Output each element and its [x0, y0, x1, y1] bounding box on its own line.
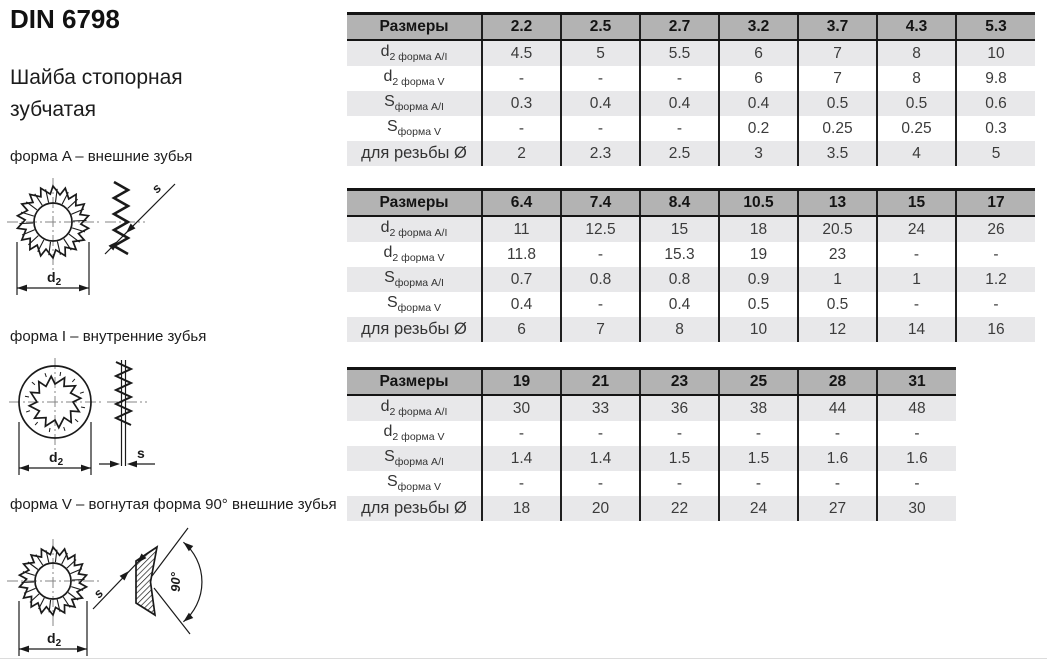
value-cell: 0.7 — [482, 267, 561, 292]
value-cell: - — [561, 66, 640, 91]
value-cell: - — [561, 471, 640, 496]
value-cell: 7 — [561, 317, 640, 342]
size-column-header: 6.4 — [482, 190, 561, 217]
d2-dimension-label: $d_2$ — [47, 269, 62, 288]
size-column-header: 19 — [482, 369, 561, 396]
sizes-header-label: Размеры — [347, 190, 482, 217]
value-cell: - — [798, 421, 877, 446]
row-label: $d_{2 форма A/I}$ — [347, 216, 482, 242]
value-cell: - — [640, 471, 719, 496]
value-cell: 33 — [561, 395, 640, 421]
value-cell: 8 — [877, 66, 956, 91]
size-column-header: 31 — [877, 369, 956, 396]
row-label: для резьбы Ø — [347, 317, 482, 342]
page-title: DIN 6798 — [10, 4, 120, 34]
value-cell: 30 — [482, 395, 561, 421]
s-thickness-label: s — [137, 445, 145, 461]
table-row — [347, 317, 1035, 342]
value-cell: 14 — [877, 317, 956, 342]
value-cell: - — [877, 242, 956, 267]
value-cell: 8 — [877, 40, 956, 66]
value-cell: 11.8 — [482, 242, 561, 267]
value-cell: 0.25 — [798, 116, 877, 141]
row-label: $d_{2 форма A/I}$ — [347, 40, 482, 66]
value-cell: 9.8 — [956, 66, 1035, 91]
value-cell: 15 — [640, 216, 719, 242]
figure-v-drawing-countersunk-teeth-washer — [5, 515, 235, 661]
table-row — [347, 395, 956, 421]
table-row — [347, 267, 1035, 292]
size-column-header: 3.7 — [798, 14, 877, 41]
value-cell: 48 — [877, 395, 956, 421]
row-label: $d_{2 форма V}$ — [347, 421, 482, 446]
row-label: $d_{2 форма V}$ — [347, 242, 482, 267]
size-column-header: 10.5 — [719, 190, 798, 217]
value-cell: 23 — [798, 242, 877, 267]
value-cell: - — [956, 292, 1035, 317]
value-cell: 0.4 — [482, 292, 561, 317]
table-row — [347, 496, 956, 521]
value-cell: 15.3 — [640, 242, 719, 267]
value-cell: 18 — [719, 216, 798, 242]
value-cell: 1.5 — [640, 446, 719, 471]
value-cell: - — [561, 292, 640, 317]
d2-dimension-label: $d_2$ — [49, 449, 64, 468]
value-cell: 0.4 — [640, 292, 719, 317]
value-cell: 19 — [719, 242, 798, 267]
value-cell: 36 — [640, 395, 719, 421]
size-column-header: 15 — [877, 190, 956, 217]
value-cell: 7 — [798, 40, 877, 66]
row-label: для резьбы Ø — [347, 141, 482, 166]
table-row — [347, 40, 1035, 66]
value-cell: - — [640, 116, 719, 141]
value-cell: 44 — [798, 395, 877, 421]
value-cell: 4 — [877, 141, 956, 166]
value-cell: 6 — [719, 40, 798, 66]
size-column-header: 5.3 — [956, 14, 1035, 41]
table-row — [347, 91, 1035, 116]
value-cell: - — [956, 242, 1035, 267]
value-cell: 0.3 — [956, 116, 1035, 141]
page-subtitle: Шайба стопорная зубчатая — [10, 66, 183, 121]
value-cell: 2.5 — [640, 141, 719, 166]
value-cell: 0.8 — [640, 267, 719, 292]
value-cell: 1.4 — [561, 446, 640, 471]
table-header-row — [347, 369, 956, 396]
size-column-header: 2.5 — [561, 14, 640, 41]
table-row — [347, 66, 1035, 91]
value-cell: 11 — [482, 216, 561, 242]
value-cell: 18 — [482, 496, 561, 521]
s-thickness-label: s — [90, 585, 107, 602]
row-label: $S_{форма A/I}$ — [347, 446, 482, 471]
size-column-header: 23 — [640, 369, 719, 396]
table-row — [347, 116, 1035, 141]
row-label: $S_{форма V}$ — [347, 116, 482, 141]
value-cell: 26 — [956, 216, 1035, 242]
table-header-row — [347, 190, 1035, 217]
row-label: $S_{форма A/I}$ — [347, 267, 482, 292]
size-column-header: 3.2 — [719, 14, 798, 41]
value-cell: 1 — [877, 267, 956, 292]
value-cell: 2 — [482, 141, 561, 166]
value-cell: - — [482, 421, 561, 446]
value-cell: 5 — [561, 40, 640, 66]
size-column-header: 21 — [561, 369, 640, 396]
value-cell: 10 — [956, 40, 1035, 66]
value-cell: 0.6 — [956, 91, 1035, 116]
value-cell: 20 — [561, 496, 640, 521]
dimensions-table-medium-sizes — [347, 188, 1035, 342]
value-cell: 0.3 — [482, 91, 561, 116]
value-cell: - — [877, 421, 956, 446]
value-cell: 1.6 — [798, 446, 877, 471]
table-row — [347, 242, 1035, 267]
value-cell: 0.4 — [719, 91, 798, 116]
row-label: $S_{форма A/I}$ — [347, 91, 482, 116]
value-cell: 1 — [798, 267, 877, 292]
row-label: $d_{2 форма V}$ — [347, 66, 482, 91]
value-cell: - — [640, 66, 719, 91]
value-cell: 12 — [798, 317, 877, 342]
value-cell: 0.5 — [877, 91, 956, 116]
value-cell: 0.8 — [561, 267, 640, 292]
table-header-row — [347, 14, 1035, 41]
figure-a-caption: форма A – внешние зубья — [10, 148, 193, 165]
page-bottom-divider — [0, 658, 1047, 659]
figure-i-drawing-internal-teeth-washer — [5, 348, 205, 483]
table-row — [347, 446, 956, 471]
value-cell: - — [719, 471, 798, 496]
value-cell: 20.5 — [798, 216, 877, 242]
value-cell: - — [561, 242, 640, 267]
sizes-header-label: Размеры — [347, 369, 482, 396]
size-column-header: 8.4 — [640, 190, 719, 217]
dimensions-table-small-sizes — [347, 12, 1035, 166]
size-column-header: 2.7 — [640, 14, 719, 41]
size-column-header: 4.3 — [877, 14, 956, 41]
sizes-header-label: Размеры — [347, 14, 482, 41]
value-cell: - — [877, 471, 956, 496]
value-cell: 1.5 — [719, 446, 798, 471]
row-label: $S_{форма V}$ — [347, 471, 482, 496]
value-cell: 22 — [640, 496, 719, 521]
row-label: $d_{2 форма A/I}$ — [347, 395, 482, 421]
value-cell: 0.4 — [561, 91, 640, 116]
value-cell: 0.2 — [719, 116, 798, 141]
figure-i-caption: форма I – внутренние зубья — [10, 328, 207, 345]
value-cell: 7 — [798, 66, 877, 91]
value-cell: - — [561, 421, 640, 446]
value-cell: 5.5 — [640, 40, 719, 66]
table-row — [347, 471, 956, 496]
size-column-header: 13 — [798, 190, 877, 217]
size-column-header: 28 — [798, 369, 877, 396]
dimensions-table — [347, 188, 1035, 342]
row-label: $S_{форма V}$ — [347, 292, 482, 317]
dimensions-table — [347, 367, 956, 521]
value-cell: - — [561, 116, 640, 141]
figure-a-drawing-external-teeth-washer — [5, 168, 205, 303]
table-row — [347, 216, 1035, 242]
value-cell: - — [798, 471, 877, 496]
value-cell: 2.3 — [561, 141, 640, 166]
value-cell: 3 — [719, 141, 798, 166]
value-cell: 8 — [640, 317, 719, 342]
value-cell: 27 — [798, 496, 877, 521]
size-column-header: 25 — [719, 369, 798, 396]
table-row — [347, 141, 1035, 166]
value-cell: 1.2 — [956, 267, 1035, 292]
value-cell: 5 — [956, 141, 1035, 166]
value-cell: - — [877, 292, 956, 317]
dimensions-table — [347, 12, 1035, 166]
size-column-header: 7.4 — [561, 190, 640, 217]
value-cell: 6 — [482, 317, 561, 342]
value-cell: 0.5 — [798, 292, 877, 317]
value-cell: 6 — [719, 66, 798, 91]
value-cell: 30 — [877, 496, 956, 521]
dimensions-table-large-sizes — [347, 367, 956, 521]
value-cell: - — [482, 66, 561, 91]
value-cell: 1.6 — [877, 446, 956, 471]
table-row — [347, 292, 1035, 317]
value-cell: - — [719, 421, 798, 446]
value-cell: - — [482, 471, 561, 496]
value-cell: - — [482, 116, 561, 141]
value-cell: 0.4 — [640, 91, 719, 116]
value-cell: 3.5 — [798, 141, 877, 166]
s-thickness-label: s — [148, 180, 165, 197]
angle-90-label: 90° — [168, 572, 183, 592]
value-cell: 1.4 — [482, 446, 561, 471]
value-cell: 24 — [719, 496, 798, 521]
value-cell: 0.5 — [719, 292, 798, 317]
value-cell: 16 — [956, 317, 1035, 342]
value-cell: 12.5 — [561, 216, 640, 242]
d2-dimension-label: $d_2$ — [47, 630, 62, 649]
value-cell: 4.5 — [482, 40, 561, 66]
size-column-header: 2.2 — [482, 14, 561, 41]
table-row — [347, 421, 956, 446]
value-cell: 0.9 — [719, 267, 798, 292]
size-column-header: 17 — [956, 190, 1035, 217]
row-label: для резьбы Ø — [347, 496, 482, 521]
value-cell: 10 — [719, 317, 798, 342]
value-cell: 0.25 — [877, 116, 956, 141]
value-cell: - — [640, 421, 719, 446]
value-cell: 0.5 — [798, 91, 877, 116]
value-cell: 38 — [719, 395, 798, 421]
figure-v-caption: форма V – вогнутая форма 90° внешние зубья — [10, 496, 337, 513]
value-cell: 24 — [877, 216, 956, 242]
